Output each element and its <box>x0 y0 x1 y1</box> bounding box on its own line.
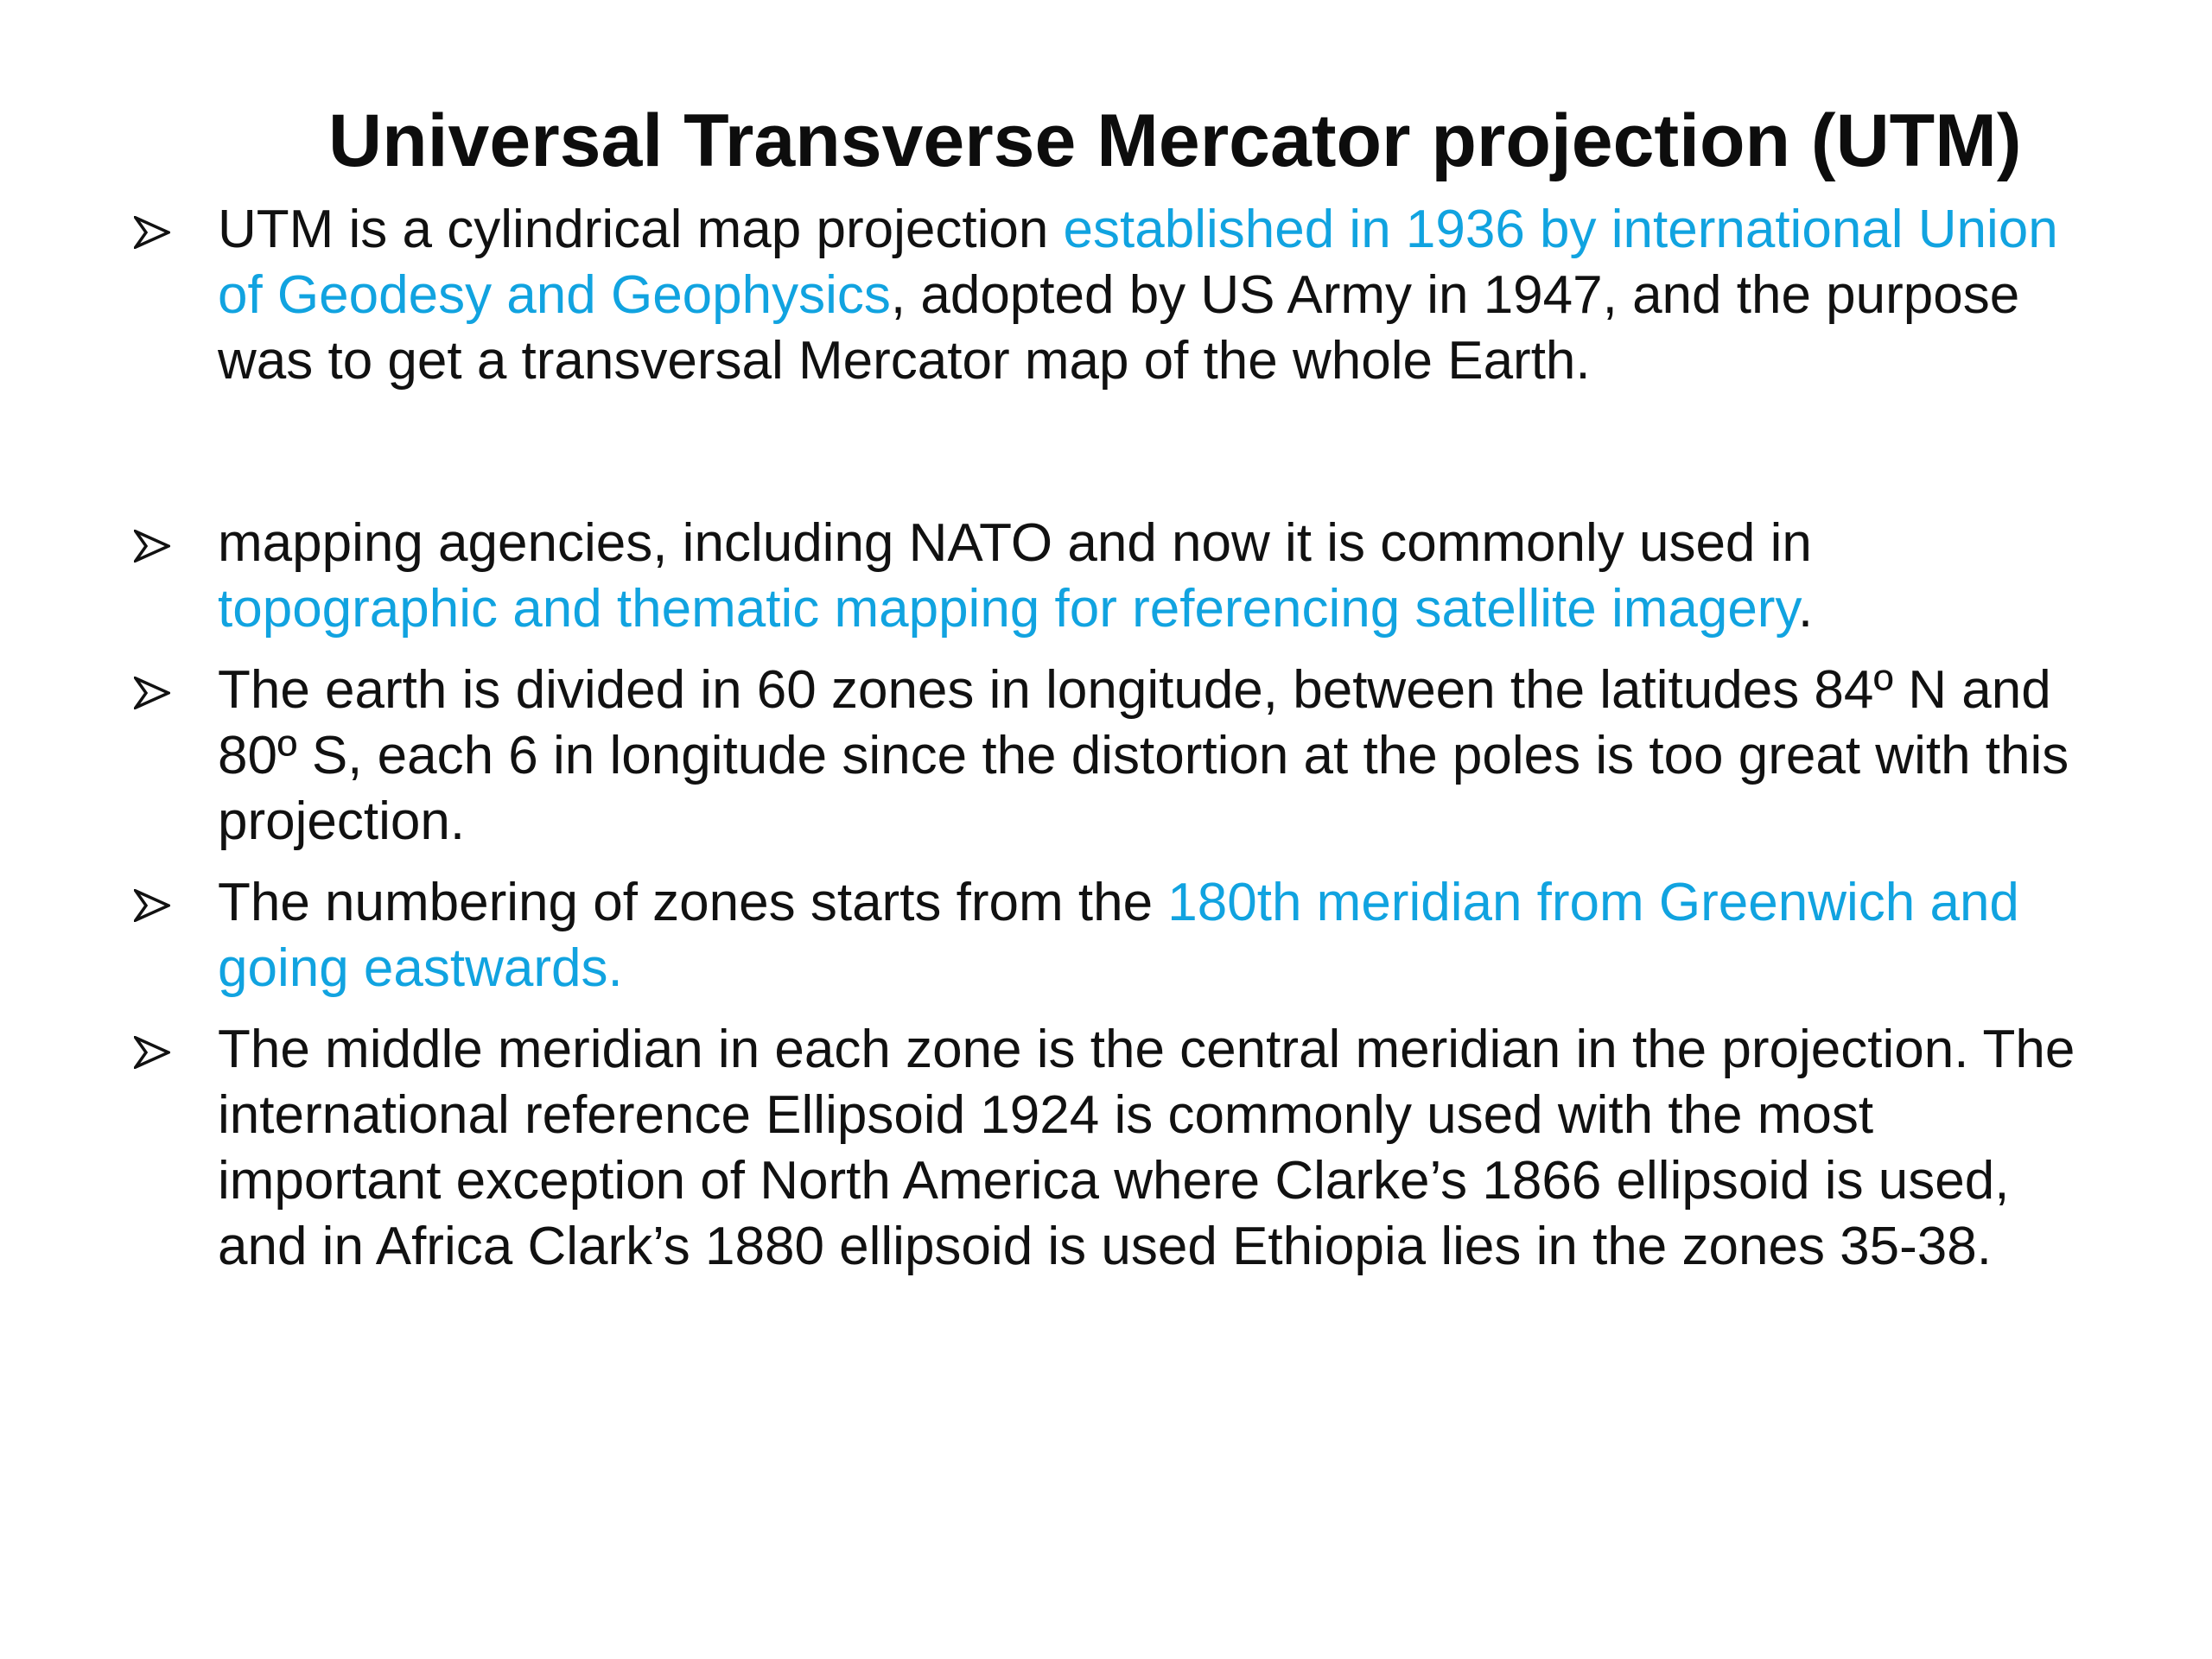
arrow-bullet-icon <box>134 530 170 563</box>
bullet-text: The middle meridian in each zone is the central meridian in the projection. The international reference Ellipsoid 1924 is commonly used with the most important exception of North America where Clarke’s 1866 ellipsoid is used, and in Africa Clark’s 1880 ellipsoid is used Ethiopia lies in the zones 35-38. <box>218 1020 2075 1276</box>
bullet-text: UTM is a cylindrical map projection <box>218 200 1064 259</box>
bullet-item <box>134 197 2095 394</box>
bullet-text: mapping agencies, including NATO and now it is commonly used in <box>218 513 1812 573</box>
bullet-text: , adopted by US Army in 1947, and the purpose was to get a transversal Mercator map of the whole Earth. <box>218 265 2020 391</box>
arrow-bullet-icon <box>134 677 170 709</box>
highlighted-text: topographic and thematic mapping for referencing satellite imagery <box>218 579 1798 639</box>
bullet-text: . <box>1797 579 1814 639</box>
slide-title: Universal Transverse Mercator projection (UTM) <box>328 99 2022 182</box>
bullet-text: The numbering of zones starts from the <box>218 873 1168 932</box>
bullet-item <box>134 1017 2095 1280</box>
bullet-item <box>134 511 2095 642</box>
highlighted-text: 180th meridian from Greenwich and going eastwards. <box>218 873 2019 998</box>
bullet-item <box>134 658 2095 855</box>
bullet-text: The earth is divided in 60 zones in longitude, between the latitudes 84º N and 80º S, each 6 in longitude since the distortion at the poles is too great with this projection. <box>218 660 2069 851</box>
bullet-item <box>134 870 2095 1001</box>
highlighted-text: established in 1936 by international Union of Geodesy and Geophysics <box>218 200 2058 325</box>
arrow-bullet-icon <box>134 889 170 922</box>
arrow-bullet-icon <box>134 1036 170 1069</box>
arrow-bullet-icon <box>134 216 170 249</box>
bullet-list <box>134 197 2095 1295</box>
